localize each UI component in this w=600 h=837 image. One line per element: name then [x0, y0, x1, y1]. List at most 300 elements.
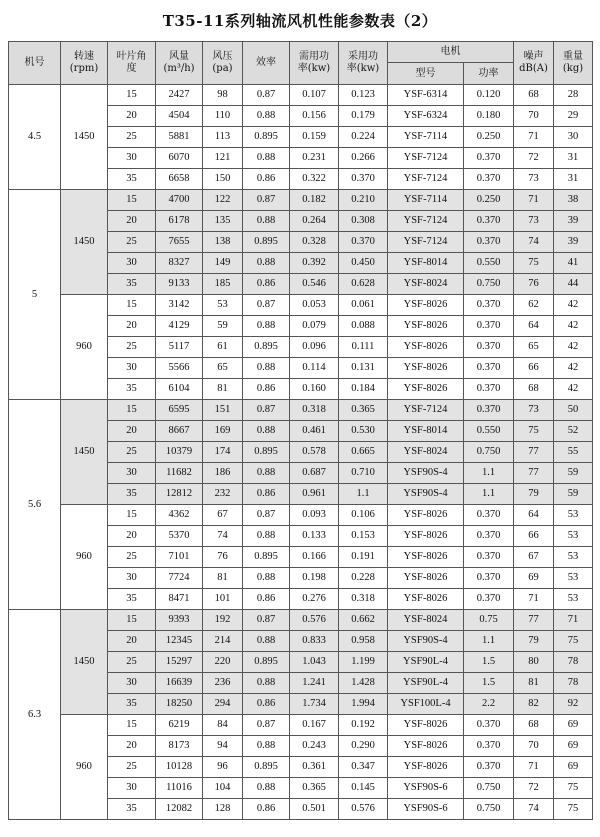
cell-noise: 77 — [514, 610, 554, 631]
cell-blade-angle: 30 — [108, 148, 156, 169]
cell-efficiency: 0.87 — [243, 505, 290, 526]
cell-adopted-power: 1.1 — [339, 484, 388, 505]
cell-noise: 62 — [514, 295, 554, 316]
cell-noise: 72 — [514, 778, 554, 799]
cell-motor-power: 1.1 — [464, 631, 514, 652]
cell-airflow: 6219 — [156, 715, 203, 736]
cell-efficiency: 0.87 — [243, 295, 290, 316]
cell-model-no: 6.3 — [9, 610, 61, 820]
cell-pressure: 110 — [203, 106, 243, 127]
cell-motor-type: YSF-8026 — [388, 379, 464, 400]
cell-required-power: 0.243 — [290, 736, 339, 757]
cell-noise: 72 — [514, 148, 554, 169]
cell-blade-angle: 35 — [108, 589, 156, 610]
cell-pressure: 96 — [203, 757, 243, 778]
cell-pressure: 98 — [203, 85, 243, 106]
cell-noise: 74 — [514, 232, 554, 253]
cell-efficiency: 0.86 — [243, 589, 290, 610]
cell-speed: 960 — [61, 505, 108, 610]
cell-weight: 78 — [554, 673, 593, 694]
cell-adopted-power: 0.106 — [339, 505, 388, 526]
header-blade-angle: 叶片角 度 — [108, 42, 156, 85]
cell-motor-type: YSF-7124 — [388, 169, 464, 190]
cell-noise: 81 — [514, 673, 554, 694]
cell-adopted-power: 0.111 — [339, 337, 388, 358]
header-noise: 噪声 dB(A) — [514, 42, 554, 85]
cell-efficiency: 0.895 — [243, 127, 290, 148]
cell-motor-type: YSF-8024 — [388, 274, 464, 295]
cell-pressure: 214 — [203, 631, 243, 652]
header-pressure: 风压 (pa) — [203, 42, 243, 85]
cell-airflow: 9133 — [156, 274, 203, 295]
cell-model-no: 5.6 — [9, 400, 61, 610]
cell-motor-type: YSF-8026 — [388, 295, 464, 316]
performance-table — [8, 41, 593, 820]
cell-weight: 59 — [554, 463, 593, 484]
cell-adopted-power: 0.192 — [339, 715, 388, 736]
cell-airflow: 4129 — [156, 316, 203, 337]
cell-efficiency: 0.88 — [243, 673, 290, 694]
cell-blade-angle: 25 — [108, 127, 156, 148]
cell-efficiency: 0.895 — [243, 547, 290, 568]
cell-required-power: 0.166 — [290, 547, 339, 568]
header-efficiency: 效率 — [243, 42, 290, 85]
cell-motor-type: YSF-8026 — [388, 589, 464, 610]
cell-adopted-power: 0.628 — [339, 274, 388, 295]
cell-blade-angle: 25 — [108, 442, 156, 463]
cell-pressure: 150 — [203, 169, 243, 190]
cell-blade-angle: 20 — [108, 211, 156, 232]
cell-blade-angle: 15 — [108, 505, 156, 526]
cell-required-power: 0.156 — [290, 106, 339, 127]
cell-weight: 31 — [554, 148, 593, 169]
cell-efficiency: 0.88 — [243, 463, 290, 484]
cell-required-power: 0.107 — [290, 85, 339, 106]
cell-motor-power: 0.250 — [464, 127, 514, 148]
cell-blade-angle: 35 — [108, 484, 156, 505]
cell-motor-power: 0.750 — [464, 274, 514, 295]
cell-noise: 68 — [514, 715, 554, 736]
cell-motor-type: YSF-6314 — [388, 85, 464, 106]
cell-weight: 69 — [554, 715, 593, 736]
cell-airflow: 7655 — [156, 232, 203, 253]
cell-motor-power: 0.370 — [464, 211, 514, 232]
cell-blade-angle: 20 — [108, 526, 156, 547]
header-motor: 电机 — [388, 42, 514, 63]
cell-motor-power: 1.5 — [464, 673, 514, 694]
cell-motor-type: YSF-8024 — [388, 442, 464, 463]
cell-required-power: 0.578 — [290, 442, 339, 463]
cell-pressure: 128 — [203, 799, 243, 820]
cell-blade-angle: 35 — [108, 694, 156, 715]
cell-weight: 42 — [554, 316, 593, 337]
cell-weight: 75 — [554, 631, 593, 652]
cell-required-power: 0.079 — [290, 316, 339, 337]
cell-motor-type: YSF-8026 — [388, 337, 464, 358]
cell-noise: 73 — [514, 400, 554, 421]
cell-motor-power: 0.180 — [464, 106, 514, 127]
cell-noise: 75 — [514, 421, 554, 442]
cell-noise: 82 — [514, 694, 554, 715]
cell-pressure: 74 — [203, 526, 243, 547]
cell-adopted-power: 0.224 — [339, 127, 388, 148]
cell-motor-power: 0.370 — [464, 148, 514, 169]
cell-blade-angle: 15 — [108, 715, 156, 736]
cell-blade-angle: 35 — [108, 379, 156, 400]
cell-pressure: 53 — [203, 295, 243, 316]
cell-efficiency: 0.88 — [243, 358, 290, 379]
cell-motor-power: 0.370 — [464, 715, 514, 736]
cell-required-power: 0.501 — [290, 799, 339, 820]
cell-weight: 75 — [554, 778, 593, 799]
header-speed: 转速 (rpm) — [61, 42, 108, 85]
cell-speed: 1450 — [61, 400, 108, 505]
table-header — [9, 42, 593, 85]
cell-airflow: 10379 — [156, 442, 203, 463]
table-row — [9, 715, 593, 736]
cell-airflow: 4362 — [156, 505, 203, 526]
cell-efficiency: 0.88 — [243, 526, 290, 547]
cell-motor-type: YSF-8026 — [388, 715, 464, 736]
cell-weight: 41 — [554, 253, 593, 274]
cell-airflow: 6658 — [156, 169, 203, 190]
cell-noise: 77 — [514, 442, 554, 463]
cell-efficiency: 0.895 — [243, 337, 290, 358]
cell-required-power: 0.231 — [290, 148, 339, 169]
cell-blade-angle: 30 — [108, 463, 156, 484]
cell-airflow: 16639 — [156, 673, 203, 694]
cell-efficiency: 0.86 — [243, 799, 290, 820]
cell-adopted-power: 0.665 — [339, 442, 388, 463]
cell-noise: 69 — [514, 568, 554, 589]
cell-adopted-power: 0.123 — [339, 85, 388, 106]
cell-motor-type: YSF90S-6 — [388, 799, 464, 820]
cell-speed: 960 — [61, 715, 108, 820]
cell-blade-angle: 25 — [108, 652, 156, 673]
cell-pressure: 236 — [203, 673, 243, 694]
cell-motor-type: YSF-7124 — [388, 400, 464, 421]
cell-motor-type: YSF-8026 — [388, 757, 464, 778]
cell-motor-power: 0.370 — [464, 337, 514, 358]
cell-weight: 44 — [554, 274, 593, 295]
cell-required-power: 0.276 — [290, 589, 339, 610]
cell-weight: 78 — [554, 652, 593, 673]
cell-efficiency: 0.895 — [243, 652, 290, 673]
cell-efficiency: 0.86 — [243, 274, 290, 295]
cell-noise: 65 — [514, 337, 554, 358]
cell-weight: 53 — [554, 505, 593, 526]
cell-airflow: 8667 — [156, 421, 203, 442]
cell-required-power: 0.318 — [290, 400, 339, 421]
cell-required-power: 0.167 — [290, 715, 339, 736]
cell-pressure: 104 — [203, 778, 243, 799]
cell-airflow: 6595 — [156, 400, 203, 421]
cell-adopted-power: 0.662 — [339, 610, 388, 631]
cell-adopted-power: 0.145 — [339, 778, 388, 799]
cell-pressure: 94 — [203, 736, 243, 757]
cell-adopted-power: 0.370 — [339, 169, 388, 190]
cell-adopted-power: 0.958 — [339, 631, 388, 652]
cell-required-power: 0.264 — [290, 211, 339, 232]
cell-adopted-power: 0.370 — [339, 232, 388, 253]
cell-airflow: 11682 — [156, 463, 203, 484]
cell-weight: 53 — [554, 568, 593, 589]
cell-airflow: 15297 — [156, 652, 203, 673]
cell-airflow: 12812 — [156, 484, 203, 505]
cell-motor-power: 0.370 — [464, 757, 514, 778]
cell-weight: 59 — [554, 484, 593, 505]
cell-pressure: 186 — [203, 463, 243, 484]
cell-pressure: 169 — [203, 421, 243, 442]
cell-airflow: 7101 — [156, 547, 203, 568]
cell-motor-power: 0.370 — [464, 379, 514, 400]
cell-efficiency: 0.88 — [243, 631, 290, 652]
cell-pressure: 192 — [203, 610, 243, 631]
cell-motor-type: YSF-8026 — [388, 505, 464, 526]
cell-blade-angle: 30 — [108, 673, 156, 694]
cell-noise: 67 — [514, 547, 554, 568]
cell-pressure: 113 — [203, 127, 243, 148]
cell-blade-angle: 20 — [108, 631, 156, 652]
cell-efficiency: 0.88 — [243, 568, 290, 589]
cell-airflow: 10128 — [156, 757, 203, 778]
table-row — [9, 295, 593, 316]
cell-pressure: 232 — [203, 484, 243, 505]
table-row — [9, 505, 593, 526]
cell-blade-angle: 15 — [108, 610, 156, 631]
cell-speed: 1450 — [61, 190, 108, 295]
table-body — [9, 85, 593, 820]
cell-motor-power: 1.1 — [464, 463, 514, 484]
cell-required-power: 0.328 — [290, 232, 339, 253]
cell-airflow: 18250 — [156, 694, 203, 715]
cell-weight: 31 — [554, 169, 593, 190]
cell-speed: 1450 — [61, 85, 108, 190]
cell-required-power: 0.159 — [290, 127, 339, 148]
cell-motor-power: 0.750 — [464, 799, 514, 820]
cell-weight: 55 — [554, 442, 593, 463]
cell-noise: 75 — [514, 253, 554, 274]
cell-pressure: 76 — [203, 547, 243, 568]
cell-pressure: 151 — [203, 400, 243, 421]
cell-required-power: 0.053 — [290, 295, 339, 316]
cell-motor-type: YSF-8024 — [388, 610, 464, 631]
cell-motor-type: YSF-8026 — [388, 736, 464, 757]
cell-weight: 53 — [554, 589, 593, 610]
cell-motor-type: YSF-8014 — [388, 421, 464, 442]
cell-noise: 66 — [514, 526, 554, 547]
cell-motor-type: YSF-7114 — [388, 127, 464, 148]
cell-motor-type: YSF90S-6 — [388, 778, 464, 799]
cell-noise: 68 — [514, 85, 554, 106]
cell-pressure: 81 — [203, 568, 243, 589]
table-row — [9, 85, 593, 106]
cell-adopted-power: 0.266 — [339, 148, 388, 169]
cell-required-power: 1.043 — [290, 652, 339, 673]
cell-blade-angle: 35 — [108, 169, 156, 190]
cell-motor-type: YSF90S-4 — [388, 463, 464, 484]
cell-weight: 69 — [554, 736, 593, 757]
cell-motor-type: YSF-8014 — [388, 253, 464, 274]
cell-motor-type: YSF-7124 — [388, 148, 464, 169]
cell-airflow: 6104 — [156, 379, 203, 400]
cell-noise: 64 — [514, 505, 554, 526]
cell-motor-power: 0.75 — [464, 610, 514, 631]
cell-weight: 50 — [554, 400, 593, 421]
cell-pressure: 185 — [203, 274, 243, 295]
cell-efficiency: 0.895 — [243, 442, 290, 463]
cell-airflow: 11016 — [156, 778, 203, 799]
cell-blade-angle: 35 — [108, 799, 156, 820]
cell-noise: 68 — [514, 379, 554, 400]
cell-required-power: 0.160 — [290, 379, 339, 400]
cell-motor-power: 0.370 — [464, 400, 514, 421]
cell-blade-angle: 15 — [108, 190, 156, 211]
cell-adopted-power: 0.365 — [339, 400, 388, 421]
cell-airflow: 5117 — [156, 337, 203, 358]
cell-motor-type: YSF-8026 — [388, 547, 464, 568]
cell-blade-angle: 35 — [108, 274, 156, 295]
cell-motor-power: 0.750 — [464, 778, 514, 799]
cell-weight: 53 — [554, 547, 593, 568]
cell-pressure: 135 — [203, 211, 243, 232]
cell-blade-angle: 25 — [108, 547, 156, 568]
cell-adopted-power: 0.710 — [339, 463, 388, 484]
cell-weight: 42 — [554, 358, 593, 379]
cell-motor-power: 2.2 — [464, 694, 514, 715]
cell-blade-angle: 30 — [108, 568, 156, 589]
cell-efficiency: 0.86 — [243, 169, 290, 190]
cell-weight: 29 — [554, 106, 593, 127]
cell-airflow: 9393 — [156, 610, 203, 631]
cell-required-power: 0.361 — [290, 757, 339, 778]
cell-pressure: 138 — [203, 232, 243, 253]
cell-airflow: 3142 — [156, 295, 203, 316]
cell-airflow: 8471 — [156, 589, 203, 610]
cell-speed: 1450 — [61, 610, 108, 715]
cell-weight: 53 — [554, 526, 593, 547]
cell-weight: 39 — [554, 211, 593, 232]
cell-airflow: 8327 — [156, 253, 203, 274]
cell-pressure: 61 — [203, 337, 243, 358]
cell-motor-type: YSF-8026 — [388, 358, 464, 379]
cell-pressure: 101 — [203, 589, 243, 610]
cell-efficiency: 0.87 — [243, 400, 290, 421]
cell-noise: 71 — [514, 190, 554, 211]
cell-weight: 69 — [554, 757, 593, 778]
cell-motor-power: 0.550 — [464, 421, 514, 442]
cell-required-power: 0.114 — [290, 358, 339, 379]
cell-efficiency: 0.86 — [243, 694, 290, 715]
cell-motor-type: YSF-7114 — [388, 190, 464, 211]
cell-required-power: 0.546 — [290, 274, 339, 295]
cell-motor-type: YSF-7124 — [388, 232, 464, 253]
cell-blade-angle: 20 — [108, 421, 156, 442]
cell-adopted-power: 0.184 — [339, 379, 388, 400]
cell-motor-type: YSF90S-4 — [388, 631, 464, 652]
cell-pressure: 122 — [203, 190, 243, 211]
cell-motor-type: YSF90S-4 — [388, 484, 464, 505]
cell-adopted-power: 0.308 — [339, 211, 388, 232]
cell-noise: 71 — [514, 589, 554, 610]
table-row — [9, 610, 593, 631]
cell-noise: 74 — [514, 799, 554, 820]
cell-blade-angle: 25 — [108, 337, 156, 358]
cell-adopted-power: 0.131 — [339, 358, 388, 379]
cell-motor-type: YSF100L-4 — [388, 694, 464, 715]
cell-motor-power: 0.370 — [464, 547, 514, 568]
cell-model-no: 4.5 — [9, 85, 61, 190]
cell-required-power: 0.096 — [290, 337, 339, 358]
cell-adopted-power: 0.530 — [339, 421, 388, 442]
cell-noise: 70 — [514, 736, 554, 757]
cell-required-power: 1.734 — [290, 694, 339, 715]
cell-pressure: 67 — [203, 505, 243, 526]
cell-efficiency: 0.88 — [243, 148, 290, 169]
cell-blade-angle: 15 — [108, 400, 156, 421]
cell-adopted-power: 0.191 — [339, 547, 388, 568]
cell-motor-type: YSF-8026 — [388, 568, 464, 589]
cell-pressure: 81 — [203, 379, 243, 400]
cell-noise: 76 — [514, 274, 554, 295]
cell-required-power: 0.093 — [290, 505, 339, 526]
cell-motor-power: 0.120 — [464, 85, 514, 106]
cell-speed: 960 — [61, 295, 108, 400]
cell-required-power: 0.961 — [290, 484, 339, 505]
cell-required-power: 0.133 — [290, 526, 339, 547]
cell-motor-power: 0.370 — [464, 358, 514, 379]
cell-pressure: 84 — [203, 715, 243, 736]
cell-weight: 38 — [554, 190, 593, 211]
cell-motor-power: 0.370 — [464, 589, 514, 610]
cell-noise: 79 — [514, 631, 554, 652]
cell-efficiency: 0.88 — [243, 316, 290, 337]
cell-required-power: 0.322 — [290, 169, 339, 190]
cell-required-power: 0.392 — [290, 253, 339, 274]
cell-blade-angle: 15 — [108, 295, 156, 316]
cell-airflow: 4700 — [156, 190, 203, 211]
cell-adopted-power: 0.228 — [339, 568, 388, 589]
header-airflow: 风量 (m³/h) — [156, 42, 203, 85]
cell-blade-angle: 25 — [108, 232, 156, 253]
cell-required-power: 0.687 — [290, 463, 339, 484]
header-weight: 重量 (kg) — [554, 42, 593, 85]
cell-blade-angle: 20 — [108, 316, 156, 337]
cell-noise: 70 — [514, 106, 554, 127]
cell-required-power: 0.365 — [290, 778, 339, 799]
cell-adopted-power: 1.994 — [339, 694, 388, 715]
cell-motor-power: 0.370 — [464, 526, 514, 547]
cell-weight: 28 — [554, 85, 593, 106]
cell-motor-type: YSF90L-4 — [388, 652, 464, 673]
page-title: T35-11系列轴流风机性能参数表（2） — [162, 12, 438, 30]
cell-blade-angle: 30 — [108, 253, 156, 274]
cell-airflow: 12345 — [156, 631, 203, 652]
cell-motor-power: 0.370 — [464, 505, 514, 526]
cell-required-power: 0.833 — [290, 631, 339, 652]
cell-weight: 52 — [554, 421, 593, 442]
cell-airflow: 5881 — [156, 127, 203, 148]
cell-airflow: 12082 — [156, 799, 203, 820]
cell-blade-angle: 25 — [108, 757, 156, 778]
cell-weight: 92 — [554, 694, 593, 715]
cell-noise: 77 — [514, 463, 554, 484]
cell-efficiency: 0.895 — [243, 757, 290, 778]
cell-motor-power: 0.370 — [464, 316, 514, 337]
cell-efficiency: 0.88 — [243, 778, 290, 799]
cell-adopted-power: 1.428 — [339, 673, 388, 694]
cell-adopted-power: 1.199 — [339, 652, 388, 673]
